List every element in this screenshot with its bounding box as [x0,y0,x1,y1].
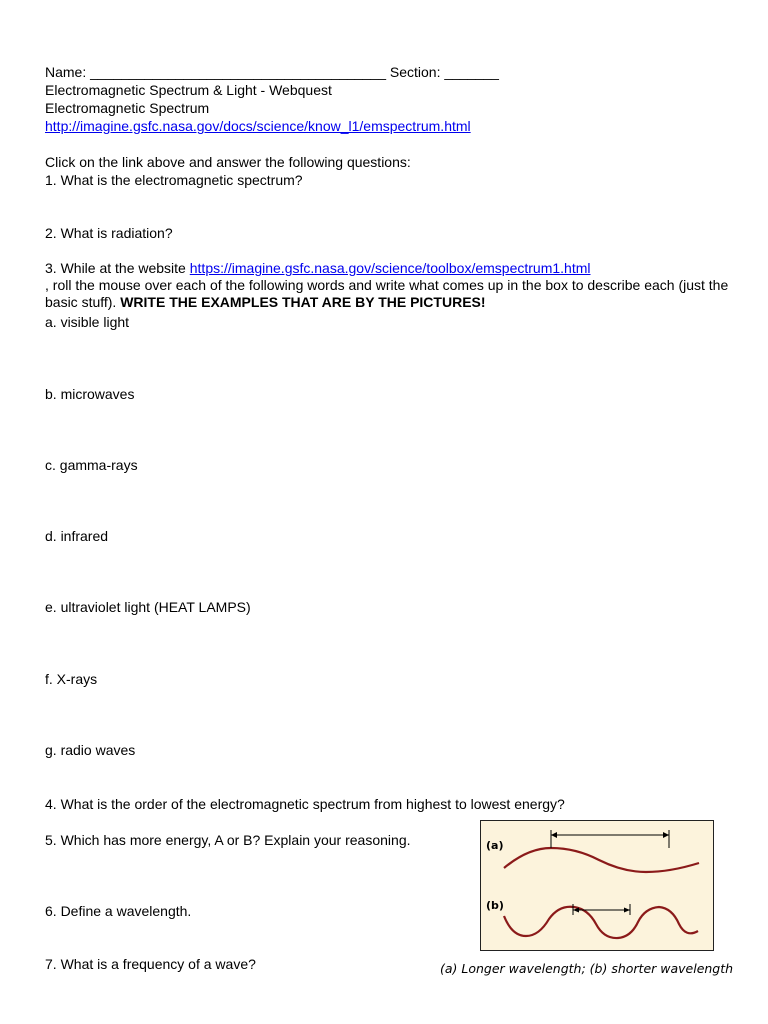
item-infrared: d. infrared [45,528,109,544]
item-microwaves: b. microwaves [45,386,135,402]
wave-a [504,848,699,872]
figure-caption: (a) Longer wavelength; (b) shorter wavelength [440,961,734,976]
question-5: 5. Which has more energy, A or B? Explain your reasoning. [45,832,411,848]
question-3-text: , roll the mouse over each of the following words and write what comes up in the box to describe each (just the basic stuff). [45,277,729,310]
question-3-bold: WRITE THE EXAMPLES THAT ARE BY THE PICTURES! [120,294,486,310]
item-visible-light: a. visible light [45,314,130,330]
name-blank[interactable]: ______________________________________ [90,64,386,80]
item-gamma-rays: c. gamma-rays [45,457,138,473]
wave-b [504,907,698,938]
item-radio-waves: g. radio waves [45,742,136,758]
label-b: (b) [486,899,504,912]
page-subtitle: Electromagnetic Spectrum [45,100,210,116]
question-3-prefix: 3. While at the website [45,260,190,276]
question-2: 2. What is radiation? [45,225,173,241]
question-6: 6. Define a wavelength. [45,903,192,919]
wavelength-diagram [481,821,715,952]
spectrum-link[interactable]: http://imagine.gsfc.nasa.gov/docs/science/know_l1/emspectrum.html [45,118,471,134]
section-blank[interactable]: _______ [444,64,499,80]
toolbox-link[interactable]: https://imagine.gsfc.nasa.gov/science/toolbox/emspectrum1.html [189,260,591,276]
wavelength-figure [480,820,714,951]
question-7: 7. What is a frequency of a wave? [45,956,256,972]
name-section-line [45,64,499,81]
item-ultraviolet: e. ultraviolet light (HEAT LAMPS) [45,599,251,615]
question-3 [45,260,735,311]
question-4: 4. What is the order of the electromagnetic spectrum from highest to lowest energy? [45,796,565,812]
item-x-rays: f. X-rays [45,671,98,687]
section-label: Section: [386,64,445,80]
page-title: Electromagnetic Spectrum & Light - Webquest [45,82,332,98]
name-label: Name: [45,64,91,80]
label-a: (a) [486,839,504,852]
intro-text: Click on the link above and answer the following questions: [45,154,411,170]
question-1: 1. What is the electromagnetic spectrum? [45,172,303,188]
